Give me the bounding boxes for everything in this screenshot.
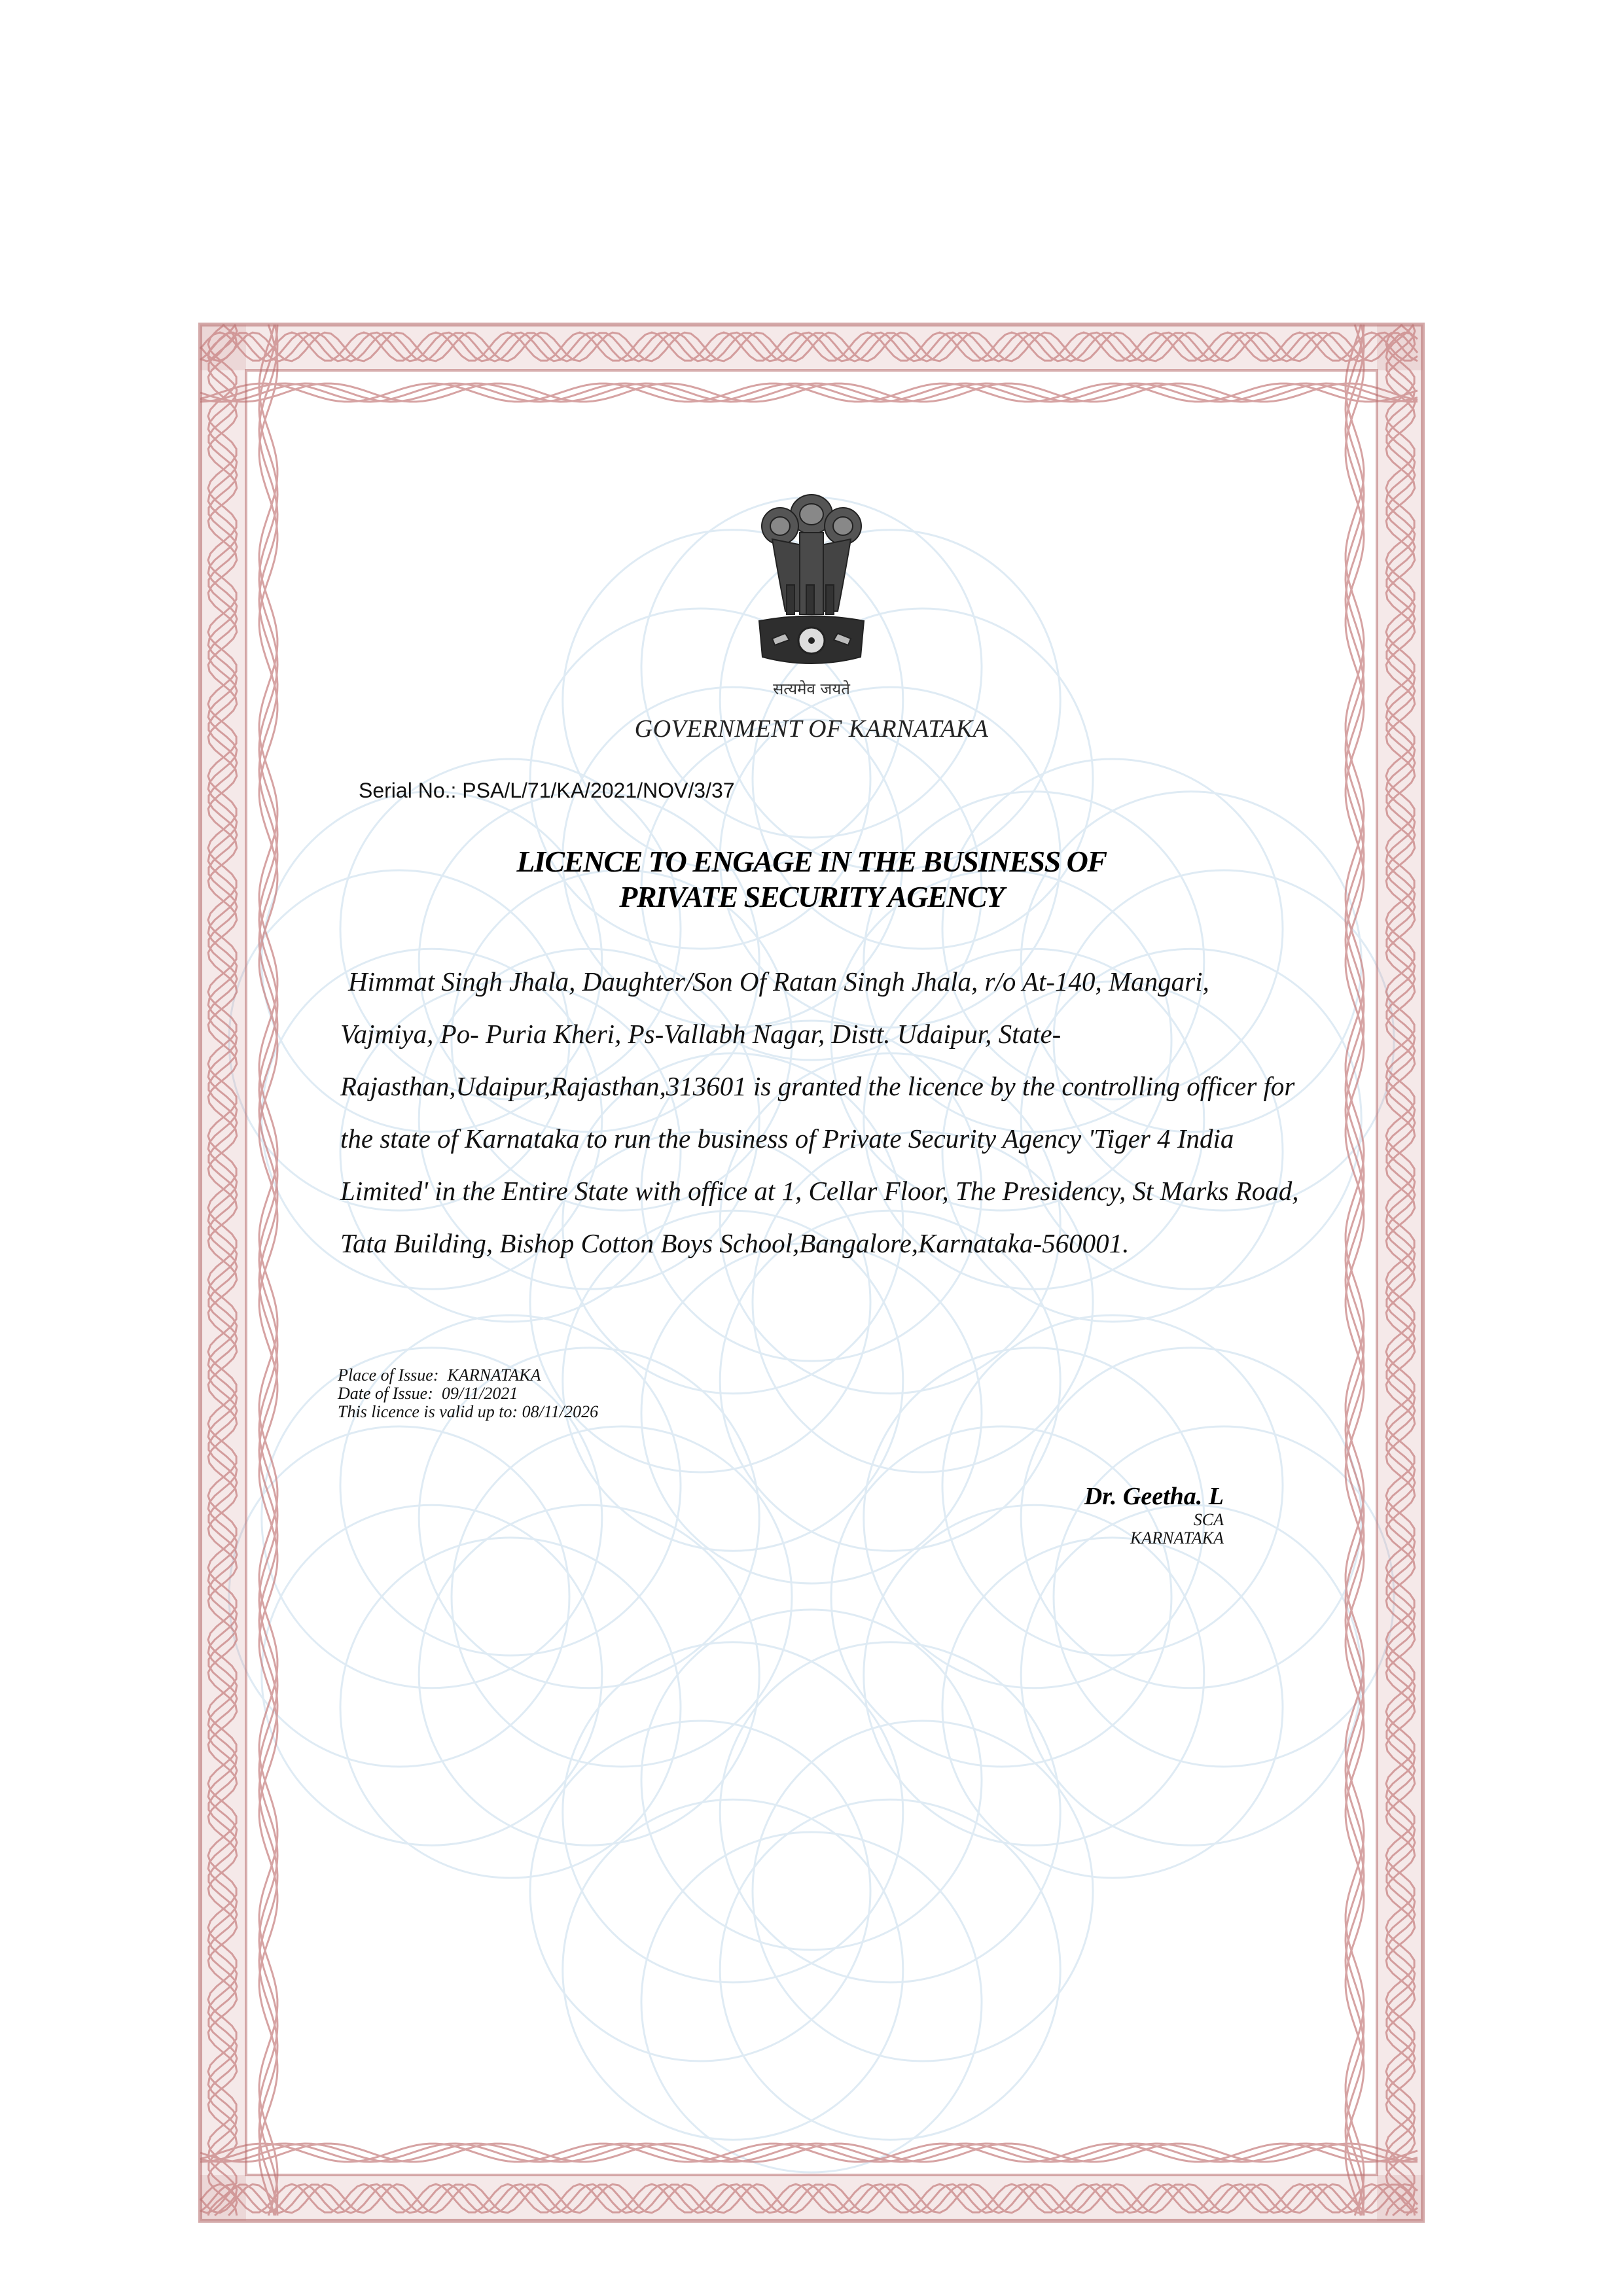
validity-value: 08/11/2026	[522, 1402, 599, 1421]
place-label: Place of Issue:	[338, 1366, 439, 1385]
issue-details	[338, 1366, 598, 1421]
signatory-state: KARNATAKA	[1130, 1528, 1224, 1547]
state-emblem	[753, 487, 870, 707]
licence-body	[340, 955, 1302, 1269]
signatory-designation: SCA	[1193, 1510, 1224, 1529]
serial-label: Serial No.:	[359, 779, 457, 802]
licence-heading	[196, 844, 1427, 915]
lion-capital-emblem-icon	[753, 487, 870, 683]
serial-number-line	[359, 779, 735, 803]
place-value: KARNATAKA	[447, 1366, 541, 1385]
licence-heading-line2: PRIVATE SECURITY AGENCY	[619, 880, 1004, 913]
serial-value: PSA/L/71/KA/2021/NOV/3/37	[462, 779, 735, 802]
date-label: Date of Issue:	[338, 1384, 433, 1403]
validity	[338, 1403, 598, 1421]
licence-body-text: Himmat Singh Jhala, Daughter/Son Of Ratan Singh Jhala, r/o At-140, Mangari, Vajmiya, Po- Puria Kheri, Ps-Vallabh Nagar, Distt. Udaipur, State-Rajasthan,Udaipur,Rajasthan,313601 is granted the licence by the controlling officer for the state of Karnataka to run the business of Private Security Agency 'Tiger 4 India Limited' in the Entire State with office at 1, Cellar Floor, The Presidency, St Marks Road, Tata Building, Bishop Cotton Boys School,Bangalore,Karnataka-560001.	[340, 966, 1299, 1258]
validity-label: This licence is valid up to:	[338, 1402, 518, 1421]
place-of-issue	[338, 1366, 598, 1385]
licence-heading-line1: LICENCE TO ENGAGE IN THE BUSINESS OF	[516, 845, 1107, 878]
signatory-block	[1084, 1482, 1224, 1547]
licence-certificate	[196, 321, 1427, 2225]
date-of-issue	[338, 1385, 598, 1403]
government-title: GOVERNMENT OF KARNATAKA	[634, 715, 989, 743]
signatory-name: Dr. Geetha. L	[1084, 1483, 1224, 1510]
date-value: 09/11/2021	[441, 1384, 518, 1403]
emblem-motto: सत्यमेव जयते	[773, 680, 850, 698]
